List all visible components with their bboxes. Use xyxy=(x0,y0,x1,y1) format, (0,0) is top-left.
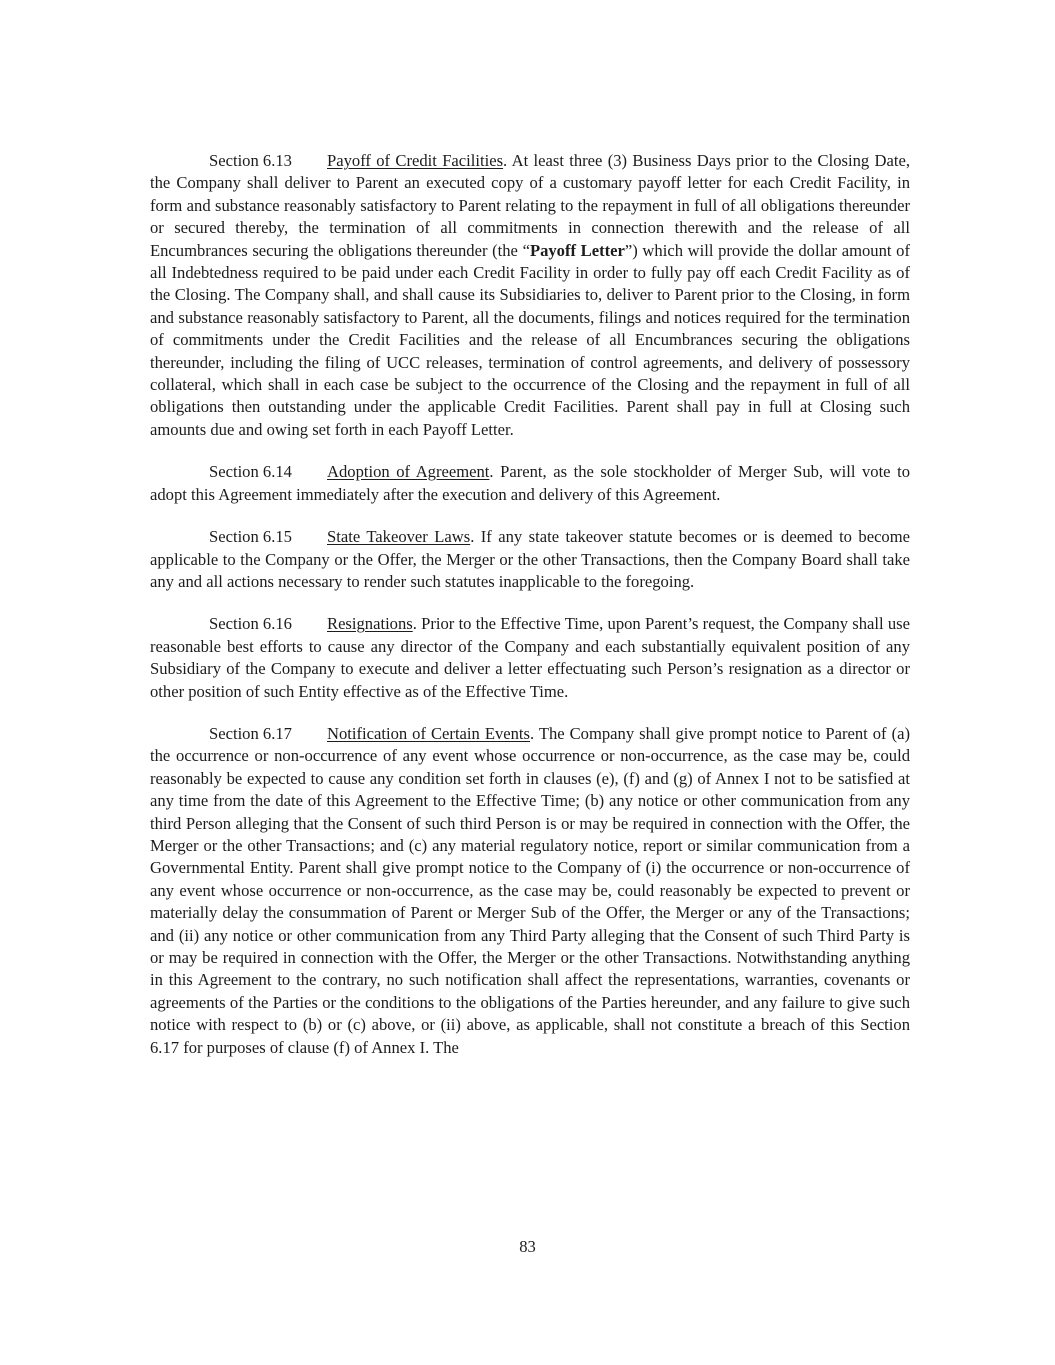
section-title: Adoption of Agreement xyxy=(327,462,490,482)
defined-term: Payoff Letter xyxy=(529,240,625,260)
section-body-continued: ”) which will provide the dollar amount of all Indebtedness required to be paid under each Credit Facility in order to fully pay off each Credit Facility as of the Closing. The Company shall, and shall cause its Subsidiaries to, deliver to Parent prior to the Closing, in form and substance reasonably satisfactory to Parent, all the documents, filings and notices required for the termination of commitments under the Credit Facilities and the release of all Encumbrances securing the obligations thereunder, including the filing of UCC releases, termination of control agreements, and delivery of possessory collateral, which shall in each case be subject to the occurrence of the Closing and the repayment in full of all obligations then outstanding under the applicable Credit Facilities. Parent shall pay in full at Closing such amounts due and owing set forth in each Payoff Letter. xyxy=(150,240,910,439)
section-title: Notification of Certain Events xyxy=(327,723,530,743)
section-paragraph xyxy=(150,150,910,441)
section-title: Payoff of Credit Facilities xyxy=(327,151,504,170)
section-6-13 xyxy=(150,150,910,441)
section-title: Resignations xyxy=(327,614,413,634)
section-paragraph xyxy=(150,526,910,593)
section-number: Section 6.15 xyxy=(209,527,292,547)
document-page xyxy=(150,150,910,1079)
section-6-14 xyxy=(150,461,910,506)
section-number: Section 6.16 xyxy=(209,614,292,634)
section-body: . Prior to the Effective Time, upon Parent’s request, the Company shall use reasonable best efforts to cause any director of the Company and each substantially equivalent position of any Subsidiary of the Company to execute and deliver a letter effectuating such Person’s resignation as a director or other position of such Entity effective as of the Effective Time. xyxy=(150,614,910,701)
section-title: State Takeover Laws xyxy=(327,527,471,547)
section-number: Section 6.14 xyxy=(209,462,292,482)
section-number: Section 6.17 xyxy=(209,723,292,743)
section-6-17 xyxy=(150,723,910,1059)
section-number: Section 6.13 xyxy=(209,151,292,170)
page-number: 83 xyxy=(519,1237,536,1256)
section-body: . At least three (3) Business Days prior to the Closing Date, the Company shall deliver to Parent an executed copy of a customary payoff letter for each Credit Facility, in form and substance reasonably satisfactory to Parent relating to the repayment in full of all obligations thereunder or secured thereby, the termination of all commitments in connection therewith and the release of all Encumbrances securing the obligations thereunder (the “ xyxy=(150,151,910,260)
section-paragraph xyxy=(150,613,910,703)
section-body: . Parent, as the sole stockholder of Merger Sub, will vote to adopt this Agreement immediately after the execution and delivery of this Agreement. xyxy=(150,462,911,504)
section-6-15 xyxy=(150,526,910,593)
section-paragraph xyxy=(150,461,910,506)
section-6-16 xyxy=(150,613,910,703)
section-body: . If any state takeover statute becomes or is deemed to become applicable to the Company or the Offer, the Merger or the other Transactions, then the Company Board shall take any and all actions necessary to render such statutes inapplicable to the foregoing. xyxy=(150,527,911,591)
section-paragraph xyxy=(150,723,910,1059)
section-body: . The Company shall give prompt notice to Parent of (a) the occurrence or non-occurrence of any event whose occurrence or non-occurrence, as the case may be, could reasonably be expected to cause any condition set forth in clauses (e), (f) and (g) of Annex I not to be satisfied at any time from the date of this Agreement to the Effective Time; (b) any notice or other communication from any third Person alleging that the Consent of such third Person is or may be required in connection with the Offer, the Merger or the other Transactions; and (c) any material regulatory notice, report or similar communication from a Governmental Entity. Parent shall give prompt notice to the Company of (i) the occurrence or non-occurrence of any event whose occurrence or non-occurrence, as the case may be, could reasonably be expected to prevent or materially delay the consummation of Parent or Merger Sub of the Offer, the Merger or any of the Transactions; and (ii) any notice or other communication from any Third Party alleging that the Consent of such Third Party is or may be required in connection with the Offer, the Merger or the other Transactions. Notwithstanding anything in this Agreement to the contrary, no such notification shall affect the representations, warranties, covenants or agreements of the Parties or the conditions to the obligations of the Parties hereunder, and any failure to give such notice with respect to (b) or (c) above, or (ii) above, as applicable, shall not constitute a breach of this Section 6.17 for purposes of clause (f) of Annex I. The xyxy=(150,723,910,1057)
